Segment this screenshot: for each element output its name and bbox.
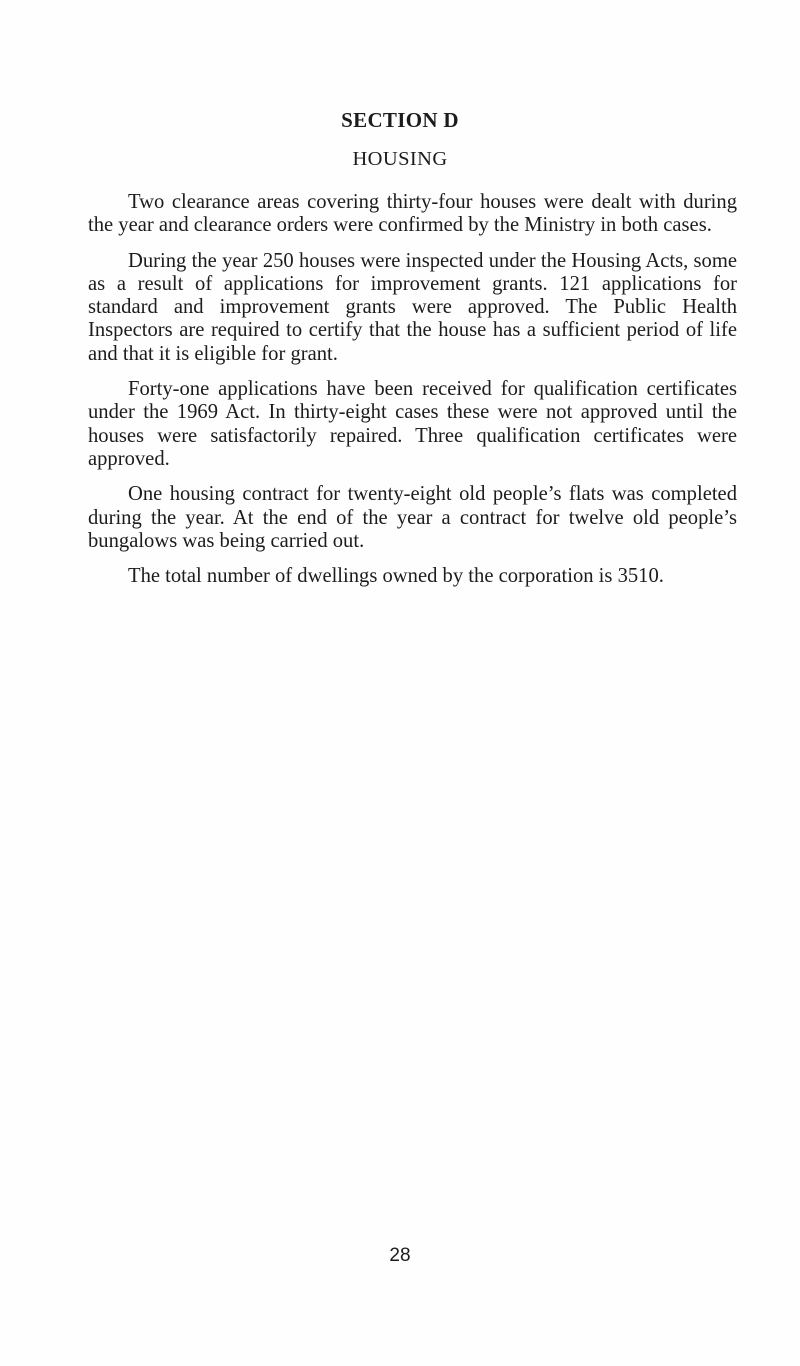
- section-heading: HOUSING: [352, 148, 448, 170]
- paragraph-qualification-certificates: Forty-one applications have been received for qualification certificates under the 1969 Act. In thirty-eight cases these were not approved until the houses were satisfactorily repaired. Three qualification certificates were approved.: [88, 378, 737, 470]
- page-number: 28: [389, 1245, 411, 1266]
- paragraph-clearance-areas: Two clearance areas covering thirty-four houses were dealt with during the year and clearance orders were confirmed by the Ministry in both cases.: [88, 191, 737, 237]
- section-label: SECTION D: [341, 108, 459, 132]
- body-text: [88, 191, 737, 600]
- paragraph-inspections: During the year 250 houses were inspected under the Housing Acts, some as a result of applications for improvement grants. 121 applications for standard and improvement grants were approved. The Public Health Inspectors are required to certify that the house has a sufficient period of life and that it is eligible for grant.: [88, 249, 737, 365]
- paragraph-housing-contracts: One housing contract for twenty-eight old people’s flats was completed during the year. At the end of the year a contract for twelve old people’s bungalows was being carried out.: [88, 483, 737, 552]
- paragraph-total-dwellings: The total number of dwellings owned by the corporation is 3510.: [128, 565, 664, 588]
